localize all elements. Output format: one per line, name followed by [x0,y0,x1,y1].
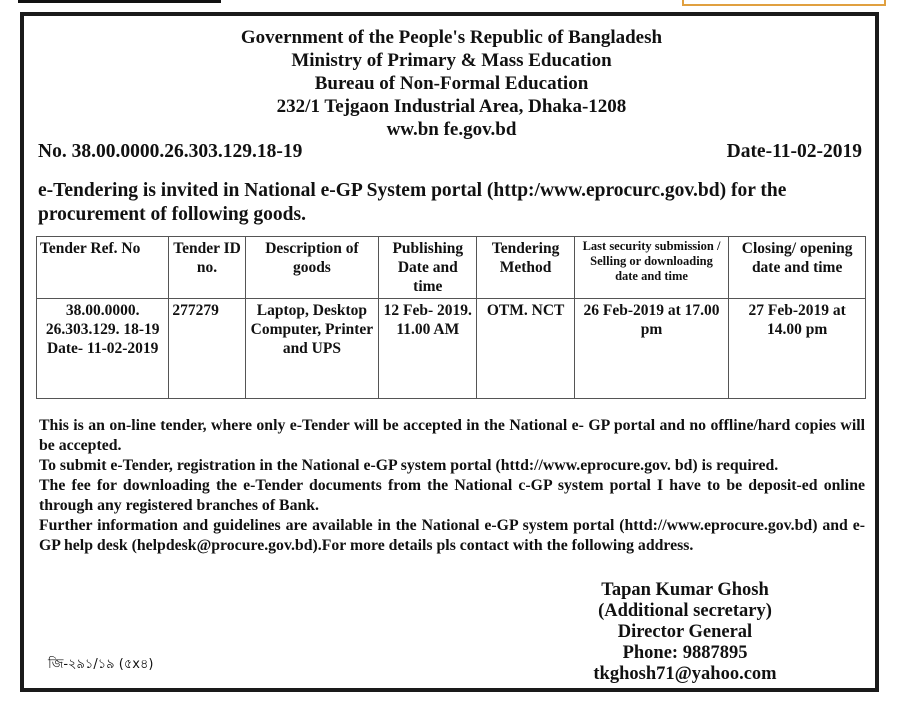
col-tender-ref: Tender Ref. No [37,237,169,299]
reference-number: No. 38.00.0000.26.303.129.18-19 [38,141,303,162]
intro-text: e-Tendering is invited in National e-GP System portal (http:/www.eprocurc.gov.bd) for the procurement of following goods. [38,180,787,225]
paragraph-further-info: Further information and guidelines are available in the National e-GP system portal (httd://www.eprocure.gov.bd) and e-GP help desk (helpdesk@procure.gov.bd).For more details pls contact with the following address. [39,517,865,554]
cell-closing-date: 27 Feb-2019 at 14.00 pm [729,299,866,399]
header-bureau: Bureau of Non-Formal Education [314,73,589,94]
signature-block [560,580,810,685]
ad-code: জি-২৯১/১৯ (৫x৪) [48,657,154,672]
tender-table [36,236,866,399]
paragraph-registration: To submit e-Tender, registration in the National e-GP system portal (httd://www.eprocure.gov. bd) is required. [39,457,779,474]
reference-date: Date-11-02-2019 [726,141,862,162]
signatory-email: tkghosh71@yahoo.com [593,664,777,684]
col-publishing-date: Publishing Date and time [379,237,477,299]
adjacent-ad-border [682,0,886,6]
col-closing-date: Closing/ opening date and time [729,237,866,299]
header-government: Government of the People's Republic of Bangladesh [240,27,663,48]
top-rule [18,0,221,3]
cell-publishing-date: 12 Feb- 2019. 11.00 AM [379,299,477,399]
signatory-name: Tapan Kumar Ghosh [601,580,769,600]
header-ministry: Ministry of Primary & Mass Education [291,50,612,71]
col-tender-id: Tender ID no. [169,237,245,299]
cell-tendering-method: OTM. NCT [477,299,574,399]
table-row [37,299,866,399]
signatory-title: Director General [617,622,753,642]
header-website: ww.bn fe.gov.bd [386,119,517,140]
cell-tender-id: 277279 [169,299,245,399]
col-description: Description of goods [245,237,378,299]
header-address: 232/1 Tejgaon Industrial Area, Dhaka-1208 [276,96,627,117]
col-last-security: Last security submission / Selling or downloading date and time [574,237,729,299]
signatory-role: (Additional secretary) [598,601,772,621]
signatory-phone: Phone: 9887895 [622,643,748,663]
paragraph-online-tender: This is an on-line tender, where only e-Tender will be accepted in the National e- GP portal and no offline/hard copies will be accepted. [39,417,865,454]
cell-last-security: 26 Feb-2019 at 17.00 pm [574,299,729,399]
cell-tender-ref: 38.00.0000. 26.303.129. 18-19 Date- 11-02-2019 [37,299,169,399]
table-header-row [37,237,866,299]
paragraph-fee: The fee for downloading the e-Tender documents from the National c-GP system portal I have to be deposit-ed online through any registered branches of Bank. [39,477,865,514]
cell-description: Laptop, Desktop Computer, Printer and UPS [245,299,378,399]
notice-body [39,416,865,556]
col-tendering-method: Tendering Method [477,237,574,299]
